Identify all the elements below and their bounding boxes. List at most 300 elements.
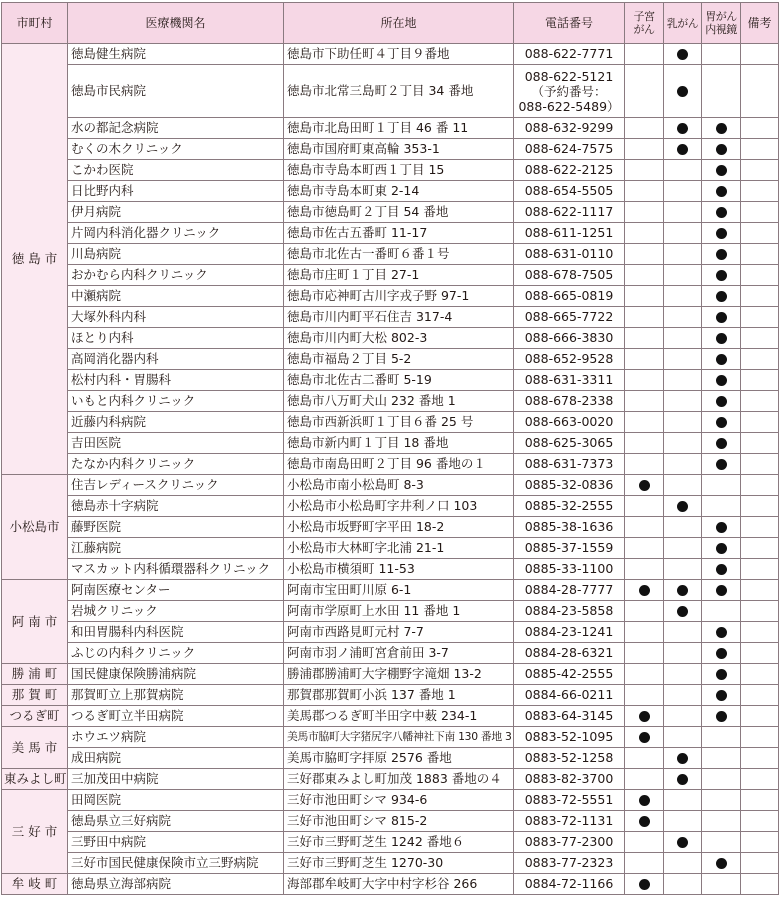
stomach-cancer-mark: [702, 832, 741, 853]
notes-cell: [741, 475, 779, 496]
stomach-cancer-mark: [702, 328, 741, 349]
header-address: 所在地: [284, 3, 514, 44]
uterine-cancer-mark: [625, 664, 664, 685]
institution-name: 高岡消化器内科: [68, 349, 284, 370]
notes-cell: [741, 412, 779, 433]
institution-phone: 088-622-7771: [514, 44, 625, 65]
uterine-cancer-mark: [625, 748, 664, 769]
institution-name: 江藤病院: [68, 538, 284, 559]
institution-address: 徳島市西新浜町１丁目６番 25 号: [284, 412, 514, 433]
filled-circle-icon: [639, 879, 650, 890]
table-row: [2, 748, 779, 769]
institution-name: 日比野内科: [68, 181, 284, 202]
table-row: [2, 328, 779, 349]
institution-address: 小松島市坂野町字平田 18-2: [284, 517, 514, 538]
uterine-cancer-mark: [625, 202, 664, 223]
institution-address: 小松島市横須町 11-53: [284, 559, 514, 580]
uterine-cancer-mark: [625, 496, 664, 517]
notes-cell: [741, 517, 779, 538]
uterine-cancer-mark: [625, 769, 664, 790]
stomach-cancer-mark: [702, 181, 741, 202]
header-uterine-cancer: 子宮 がん: [625, 3, 664, 44]
table-row: [2, 139, 779, 160]
institution-phone: 0884-66-0211: [514, 685, 625, 706]
filled-circle-icon: [716, 417, 727, 428]
institution-address: 阿南市羽ノ浦町宮倉前田 3-7: [284, 643, 514, 664]
breast-cancer-mark: [664, 538, 702, 559]
breast-cancer-mark: [664, 790, 702, 811]
table-row: [2, 286, 779, 307]
filled-circle-icon: [716, 459, 727, 470]
filled-circle-icon: [716, 228, 727, 239]
header-municipality: 市町村: [2, 3, 68, 44]
breast-cancer-mark: [664, 65, 702, 118]
uterine-cancer-mark: [625, 181, 664, 202]
breast-cancer-mark: [664, 307, 702, 328]
notes-cell: [741, 223, 779, 244]
filled-circle-icon: [716, 312, 727, 323]
uterine-cancer-mark: [625, 286, 664, 307]
breast-cancer-mark: [664, 664, 702, 685]
filled-circle-icon: [716, 585, 727, 596]
table-row: [2, 307, 779, 328]
stomach-cancer-mark: [702, 391, 741, 412]
stomach-cancer-mark: [702, 202, 741, 223]
institution-name: つるぎ町立半田病院: [68, 706, 284, 727]
institution-name: ほとり内科: [68, 328, 284, 349]
institution-address: 徳島市北佐古一番町６番１号: [284, 244, 514, 265]
institution-address: 徳島市北島田町１丁目 46 番 11: [284, 118, 514, 139]
filled-circle-icon: [716, 648, 727, 659]
uterine-cancer-mark: [625, 580, 664, 601]
institution-address: 美馬市脇町字拝原 2576 番地: [284, 748, 514, 769]
municipality-cell: 東みよし町: [2, 769, 68, 790]
institution-name: 徳島県立海部病院: [68, 874, 284, 895]
breast-cancer-mark: [664, 454, 702, 475]
uterine-cancer-mark: [625, 139, 664, 160]
institution-address: 徳島市川内町大松 802-3: [284, 328, 514, 349]
stomach-cancer-mark: [702, 286, 741, 307]
institution-address: 徳島市下助任町４丁目９番地: [284, 44, 514, 65]
institution-address: 小松島市大林町字北浦 21-1: [284, 538, 514, 559]
institution-address: 徳島市国府町東高輪 353-1: [284, 139, 514, 160]
institution-name: おかむら内科クリニック: [68, 265, 284, 286]
institution-name: 川島病院: [68, 244, 284, 265]
filled-circle-icon: [716, 354, 727, 365]
breast-cancer-mark: [664, 517, 702, 538]
institution-phone: 088-625-3065: [514, 433, 625, 454]
filled-circle-icon: [716, 186, 727, 197]
institution-name: 松村内科・胃腸科: [68, 370, 284, 391]
stomach-cancer-mark: [702, 160, 741, 181]
filled-circle-icon: [716, 123, 727, 134]
filled-circle-icon: [716, 669, 727, 680]
uterine-cancer-mark: [625, 65, 664, 118]
municipality-cell: 阿 南 市: [2, 580, 68, 664]
stomach-cancer-mark: [702, 769, 741, 790]
uterine-cancer-mark: [625, 538, 664, 559]
filled-circle-icon: [639, 795, 650, 806]
filled-circle-icon: [716, 291, 727, 302]
filled-circle-icon: [716, 438, 727, 449]
breast-cancer-mark: [664, 433, 702, 454]
stomach-cancer-mark: [702, 223, 741, 244]
institution-address: 三好市三野町芝生 1270-30: [284, 853, 514, 874]
institution-name: 徳島市民病院: [68, 65, 284, 118]
header-institution-name: 医療機関名: [68, 3, 284, 44]
institution-address: 徳島市新内町１丁目 18 番地: [284, 433, 514, 454]
institution-name: 藤野医院: [68, 517, 284, 538]
institution-address: 美馬郡つるぎ町半田字中薮 234-1: [284, 706, 514, 727]
institution-name: ふじの内科クリニック: [68, 643, 284, 664]
institution-name: こかわ医院: [68, 160, 284, 181]
table-row: [2, 496, 779, 517]
institution-phone: 088-678-7505: [514, 265, 625, 286]
institution-address: 三好市池田町シマ 934-6: [284, 790, 514, 811]
filled-circle-icon: [716, 690, 727, 701]
institution-address: 海部郡牟岐町大字中村字杉谷 266: [284, 874, 514, 895]
stomach-cancer-mark: [702, 496, 741, 517]
filled-circle-icon: [677, 86, 688, 97]
uterine-cancer-mark: [625, 811, 664, 832]
filled-circle-icon: [716, 375, 727, 386]
institution-phone: 0884-72-1166: [514, 874, 625, 895]
stomach-cancer-mark: [702, 244, 741, 265]
filled-circle-icon: [716, 144, 727, 155]
uterine-cancer-mark: [625, 706, 664, 727]
uterine-cancer-mark: [625, 790, 664, 811]
institution-address: 小松島市小松島町字井利ノ口 103: [284, 496, 514, 517]
notes-cell: [741, 706, 779, 727]
uterine-cancer-mark: [625, 475, 664, 496]
uterine-cancer-mark: [625, 643, 664, 664]
uterine-cancer-mark: [625, 832, 664, 853]
notes-cell: [741, 538, 779, 559]
table-header-row: [2, 3, 779, 44]
institution-phone: 088-624-7575: [514, 139, 625, 160]
institution-address: 徳島市庄町１丁目 27-1: [284, 265, 514, 286]
filled-circle-icon: [677, 49, 688, 60]
institution-address: 徳島市南島田町２丁目 96 番地の１: [284, 454, 514, 475]
institution-name: 田岡医院: [68, 790, 284, 811]
municipality-cell: 勝 浦 町: [2, 664, 68, 685]
institution-name: 近藤内科病院: [68, 412, 284, 433]
institution-address: 徳島市福島２丁目 5-2: [284, 349, 514, 370]
uterine-cancer-mark: [625, 160, 664, 181]
stomach-cancer-mark: [702, 65, 741, 118]
table-row: [2, 475, 779, 496]
breast-cancer-mark: [664, 853, 702, 874]
stomach-cancer-mark: [702, 685, 741, 706]
institution-name: 三好市国民健康保険市立三野病院: [68, 853, 284, 874]
stomach-cancer-mark: [702, 706, 741, 727]
filled-circle-icon: [716, 564, 727, 575]
table-row: [2, 559, 779, 580]
table-row: [2, 685, 779, 706]
notes-cell: [741, 643, 779, 664]
institution-phone: 088-611-1251: [514, 223, 625, 244]
filled-circle-icon: [716, 858, 727, 869]
institution-address: 徳島市寺島本町西１丁目 15: [284, 160, 514, 181]
institution-address: 三好市池田町シマ 815-2: [284, 811, 514, 832]
institution-phone: 088-631-7373: [514, 454, 625, 475]
institution-phone: 0885-37-1559: [514, 538, 625, 559]
institution-phone: 088-665-7722: [514, 307, 625, 328]
breast-cancer-mark: [664, 832, 702, 853]
institution-phone: [514, 65, 625, 118]
filled-circle-icon: [639, 585, 650, 596]
stomach-cancer-mark: [702, 44, 741, 65]
table-row: [2, 412, 779, 433]
institution-phone: 0885-32-0836: [514, 475, 625, 496]
table-body: [2, 44, 779, 895]
stomach-cancer-mark: [702, 433, 741, 454]
breast-cancer-mark: [664, 244, 702, 265]
institution-phone: 0885-42-2555: [514, 664, 625, 685]
stomach-cancer-mark: [702, 475, 741, 496]
uterine-cancer-mark: [625, 517, 664, 538]
breast-cancer-mark: [664, 223, 702, 244]
notes-cell: [741, 391, 779, 412]
institution-name: 阿南医療センター: [68, 580, 284, 601]
table-row: [2, 769, 779, 790]
notes-cell: [741, 685, 779, 706]
notes-cell: [741, 160, 779, 181]
notes-cell: [741, 727, 779, 748]
institution-address: 徳島市川内町平石住吉 317-4: [284, 307, 514, 328]
table-row: [2, 391, 779, 412]
breast-cancer-mark: [664, 412, 702, 433]
institution-address: 三好市三野町芝生 1242 番地６: [284, 832, 514, 853]
stomach-cancer-mark: [702, 727, 741, 748]
filled-circle-icon: [716, 522, 727, 533]
filled-circle-icon: [677, 837, 688, 848]
institution-name: 徳島県立三好病院: [68, 811, 284, 832]
institution-address: 三好郡東みよし町加茂 1883 番地の４: [284, 769, 514, 790]
table-row: [2, 706, 779, 727]
institution-name: 吉田医院: [68, 433, 284, 454]
filled-circle-icon: [677, 606, 688, 617]
institution-phone: 088-666-3830: [514, 328, 625, 349]
filled-circle-icon: [639, 480, 650, 491]
stomach-cancer-mark: [702, 664, 741, 685]
stomach-cancer-mark: [702, 307, 741, 328]
notes-cell: [741, 202, 779, 223]
table-row: [2, 643, 779, 664]
notes-cell: [741, 181, 779, 202]
filled-circle-icon: [716, 165, 727, 176]
institution-phone: 0885-33-1100: [514, 559, 625, 580]
breast-cancer-mark: [664, 601, 702, 622]
table-row: [2, 622, 779, 643]
table-row: [2, 832, 779, 853]
header-phone: 電話番号: [514, 3, 625, 44]
header-breast-cancer: 乳がん: [664, 3, 702, 44]
notes-cell: [741, 580, 779, 601]
table-row: [2, 181, 779, 202]
institution-address: 徳島市八万町犬山 232 番地 1: [284, 391, 514, 412]
stomach-cancer-mark: [702, 118, 741, 139]
uterine-cancer-mark: [625, 685, 664, 706]
institution-name: 大塚外科内科: [68, 307, 284, 328]
table-row: [2, 454, 779, 475]
institution-name: むくの木クリニック: [68, 139, 284, 160]
table-row: [2, 517, 779, 538]
notes-cell: [741, 328, 779, 349]
institution-name: 成田病院: [68, 748, 284, 769]
stomach-cancer-mark: [702, 349, 741, 370]
institution-phone: 0885-38-1636: [514, 517, 625, 538]
institution-name: 中瀬病院: [68, 286, 284, 307]
table-row: [2, 433, 779, 454]
institution-name: 三加茂田中病院: [68, 769, 284, 790]
table-row: [2, 874, 779, 895]
institution-phone: 088-622-2125: [514, 160, 625, 181]
institution-phone: 0885-32-2555: [514, 496, 625, 517]
stomach-cancer-mark: [702, 643, 741, 664]
filled-circle-icon: [716, 333, 727, 344]
breast-cancer-mark: [664, 706, 702, 727]
phone-reservation-note: （予約番号： 088-622-5489）: [518, 83, 620, 114]
municipality-cell: 徳 島 市: [2, 44, 68, 475]
stomach-cancer-mark: [702, 559, 741, 580]
institution-name: 徳島健生病院: [68, 44, 284, 65]
header-stomach-endoscopy: 胃がん 内視鏡: [702, 3, 741, 44]
institution-address: 那賀郡那賀町小浜 137 番地 1: [284, 685, 514, 706]
institution-name: 岩城クリニック: [68, 601, 284, 622]
stomach-cancer-mark: [702, 412, 741, 433]
breast-cancer-mark: [664, 265, 702, 286]
institution-name: いもと内科クリニック: [68, 391, 284, 412]
institution-phone: 0884-28-7777: [514, 580, 625, 601]
table-row: [2, 65, 779, 118]
table-row: [2, 349, 779, 370]
breast-cancer-mark: [664, 202, 702, 223]
breast-cancer-mark: [664, 748, 702, 769]
filled-circle-icon: [677, 123, 688, 134]
breast-cancer-mark: [664, 874, 702, 895]
institution-name: たなか内科クリニック: [68, 454, 284, 475]
filled-circle-icon: [677, 585, 688, 596]
municipality-cell: 美 馬 市: [2, 727, 68, 769]
uterine-cancer-mark: [625, 391, 664, 412]
table-row: [2, 664, 779, 685]
breast-cancer-mark: [664, 559, 702, 580]
notes-cell: [741, 286, 779, 307]
notes-cell: [741, 370, 779, 391]
municipality-cell: 三 好 市: [2, 790, 68, 874]
notes-cell: [741, 622, 779, 643]
institution-name: 住吉レディースクリニック: [68, 475, 284, 496]
institution-phone: 0884-28-6321: [514, 643, 625, 664]
table-row: [2, 265, 779, 286]
institution-address: 阿南市学原町上水田 11 番地 1: [284, 601, 514, 622]
notes-cell: [741, 139, 779, 160]
uterine-cancer-mark: [625, 412, 664, 433]
table-row: [2, 223, 779, 244]
stomach-cancer-mark: [702, 853, 741, 874]
institution-phone: 0883-52-1258: [514, 748, 625, 769]
filled-circle-icon: [677, 144, 688, 155]
institution-name: 徳島赤十字病院: [68, 496, 284, 517]
institution-phone: 088-665-0819: [514, 286, 625, 307]
municipality-cell: 那 賀 町: [2, 685, 68, 706]
breast-cancer-mark: [664, 811, 702, 832]
stomach-cancer-mark: [702, 517, 741, 538]
institution-phone: 088-631-0110: [514, 244, 625, 265]
notes-cell: [741, 349, 779, 370]
notes-cell: [741, 496, 779, 517]
uterine-cancer-mark: [625, 559, 664, 580]
uterine-cancer-mark: [625, 44, 664, 65]
institution-phone: 088-632-9299: [514, 118, 625, 139]
municipality-cell: 小松島市: [2, 475, 68, 580]
table-row: [2, 601, 779, 622]
uterine-cancer-mark: [625, 874, 664, 895]
table-row: [2, 790, 779, 811]
breast-cancer-mark: [664, 181, 702, 202]
notes-cell: [741, 811, 779, 832]
municipality-cell: つるぎ町: [2, 706, 68, 727]
notes-cell: [741, 664, 779, 685]
notes-cell: [741, 433, 779, 454]
breast-cancer-mark: [664, 286, 702, 307]
notes-cell: [741, 265, 779, 286]
header-notes: 備考: [741, 3, 779, 44]
breast-cancer-mark: [664, 727, 702, 748]
table-row: [2, 244, 779, 265]
uterine-cancer-mark: [625, 622, 664, 643]
uterine-cancer-mark: [625, 118, 664, 139]
institution-address: 徳島市徳島町２丁目 54 番地: [284, 202, 514, 223]
institution-phone: 088-663-0020: [514, 412, 625, 433]
breast-cancer-mark: [664, 643, 702, 664]
institution-name: 片岡内科消化器クリニック: [68, 223, 284, 244]
institution-phone: 088-652-9528: [514, 349, 625, 370]
notes-cell: [741, 832, 779, 853]
filled-circle-icon: [716, 396, 727, 407]
stomach-cancer-mark: [702, 790, 741, 811]
institution-address: 勝浦郡勝浦町大字棚野字滝畑 13-2: [284, 664, 514, 685]
table-row: [2, 727, 779, 748]
municipality-cell: 牟 岐 町: [2, 874, 68, 895]
notes-cell: [741, 307, 779, 328]
uterine-cancer-mark: [625, 433, 664, 454]
institution-address: 徳島市佐古五番町 11-17: [284, 223, 514, 244]
filled-circle-icon: [677, 774, 688, 785]
institution-address: 小松島市南小松島町 8-3: [284, 475, 514, 496]
breast-cancer-mark: [664, 139, 702, 160]
institution-name: 那賀町立上那賀病院: [68, 685, 284, 706]
breast-cancer-mark: [664, 391, 702, 412]
breast-cancer-mark: [664, 349, 702, 370]
stomach-cancer-mark: [702, 538, 741, 559]
phone-number: 088-622-5121: [524, 68, 614, 84]
table-row: [2, 118, 779, 139]
institution-address: 阿南市宝田町川原 6-1: [284, 580, 514, 601]
breast-cancer-mark: [664, 370, 702, 391]
stomach-cancer-mark: [702, 580, 741, 601]
institution-name: ホウエツ病院: [68, 727, 284, 748]
institution-name: マスカット内科循環器科クリニック: [68, 559, 284, 580]
filled-circle-icon: [677, 753, 688, 764]
filled-circle-icon: [716, 249, 727, 260]
filled-circle-icon: [639, 732, 650, 743]
filled-circle-icon: [716, 711, 727, 722]
table-row: [2, 811, 779, 832]
table-row: [2, 538, 779, 559]
breast-cancer-mark: [664, 328, 702, 349]
